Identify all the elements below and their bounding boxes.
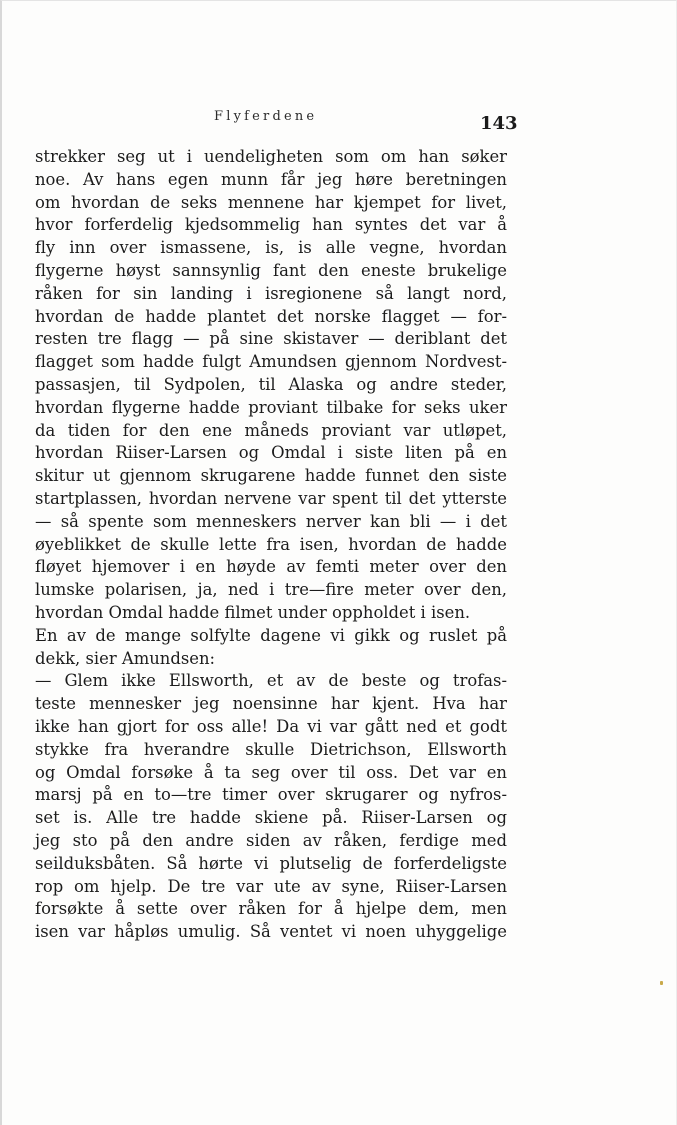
text-line: flygerne høyst sannsynlig fant den eneste brukelige [35, 260, 507, 280]
text-line: hvordan Riiser-Larsen og Omdal i siste liten på en [35, 443, 507, 463]
text-line: En av de mange solfylte dagene vi gikk og ruslet på [35, 625, 507, 645]
text-line: lumske polarisen, ja, ned i tre—fire meter over den, [35, 580, 507, 600]
text-line: teste mennesker jeg noensinne har kjent. Hva har [35, 694, 507, 714]
text-line: fly inn over ismassene, is, is alle vegne, hvordan [35, 238, 507, 258]
text-line: skitur ut gjennom skrugarene hadde funnet den siste [35, 466, 507, 486]
text-line: hvor forferdelig kjedsommelig han syntes det var å [35, 215, 507, 235]
running-head: Flyferdene [214, 109, 318, 124]
text-line: strekker seg ut i uendeligheten som om han søker [35, 147, 507, 166]
paper-speck [660, 981, 663, 985]
page-number: 143 [480, 113, 518, 134]
text-line: flagget som hadde fulgt Amundsen gjennom Nordvest- [35, 352, 507, 372]
text-line: hvordan de hadde plantet det norske flagget — for- [35, 306, 507, 326]
text-line: — så spente som menneskers nerver kan bli — i det [35, 511, 507, 531]
body-text [35, 146, 507, 944]
text-line: hvordan flygerne hadde proviant tilbake for seks uker [35, 397, 507, 417]
text-line: dekk, sier Amundsen: [35, 648, 216, 668]
text-line: forsøkte å sette over råken for å hjelpe dem, men [35, 899, 507, 919]
text-line: set is. Alle tre hadde skiene på. Riiser-Larsen og [35, 808, 507, 828]
text-line: startplassen, hvordan nervene var spent til det ytterste [35, 488, 507, 508]
text-line: hvordan Omdal hadde filmet under oppholdet i isen. [35, 602, 471, 622]
text-line: resten tre flagg — på sine skistaver — deriblant det [35, 329, 507, 349]
text-line: ikke han gjort for oss alle! Da vi var gått ned et godt [35, 716, 507, 736]
text-line: råken for sin landing i isregionene så langt nord, [35, 283, 507, 303]
text-line: stykke fra hverandre skulle Dietrichson, Ellsworth [35, 739, 507, 759]
text-line: isen var håpløs umulig. Så ventet vi noen uhyggelige [35, 922, 507, 942]
text-line: rop om hjelp. De tre var ute av syne, Riiser-Larsen [35, 876, 507, 896]
text-line: — Glem ikke Ellsworth, et av de beste og trofas- [35, 671, 507, 691]
text-line: marsj på en to—tre timer over skrugarer og nyfros- [35, 785, 507, 805]
text-line: om hvordan de seks mennene har kjempet for livet, [35, 192, 507, 212]
text-line: øyeblikket de skulle lette fra isen, hvordan de hadde [35, 534, 507, 554]
text-line: passasjen, til Sydpolen, til Alaska og andre steder, [35, 374, 507, 394]
text-line: fløyet hjemover i en høyde av femti meter over den [35, 557, 507, 577]
text-line: da tiden for den ene måneds proviant var utløpet, [35, 420, 507, 440]
text-line: jeg sto på den andre siden av råken, ferdige med [35, 830, 507, 850]
text-line: og Omdal forsøke å ta seg over til oss. Det var en [35, 762, 507, 782]
text-line: seilduksbåten. Så hørte vi plutselig de forferdeligste [35, 853, 507, 873]
text-line: noe. Av hans egen munn får jeg høre beretningen [35, 169, 507, 189]
